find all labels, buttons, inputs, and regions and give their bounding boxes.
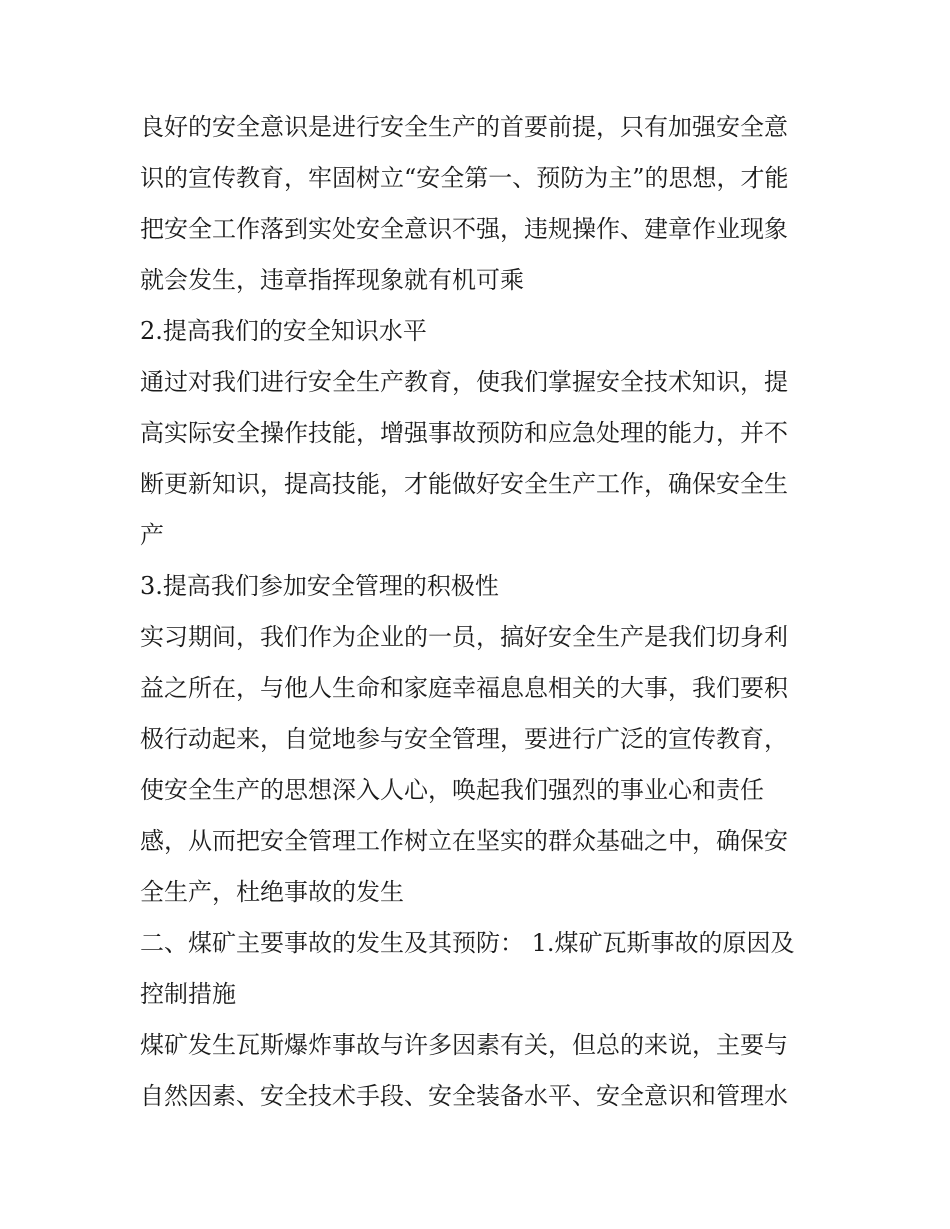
- paragraph-line: 断更新知识，提高技能，才能做好安全生产工作，确保安全生: [140, 470, 788, 498]
- section-heading: 控制措施: [140, 980, 236, 1008]
- section-heading: 3.提高我们参加安全管理的积极性: [140, 572, 499, 600]
- paragraph-line: 就会发生，违章指挥现象就有机可乘: [140, 266, 524, 294]
- paragraph-line: 把安全工作落到实处安全意识不强，违规操作、建章作业现象: [140, 215, 788, 243]
- paragraph-line: 产: [140, 521, 164, 549]
- paragraph-line: 识的宣传教育，牢固树立“安全第一、预防为主”的思想，才能: [140, 164, 789, 192]
- paragraph-line: 极行动起来，自觉地参与安全管理，要进行广泛的宣传教育，: [140, 725, 788, 753]
- paragraph-line: 通过对我们进行安全生产教育，使我们掌握安全技术知识，提: [140, 368, 788, 396]
- paragraph-line: 实习期间，我们作为企业的一员，搞好安全生产是我们切身利: [140, 623, 788, 651]
- paragraph-line: 自然因素、安全技术手段、安全装备水平、安全意识和管理水: [140, 1082, 788, 1110]
- paragraph-line: 使安全生产的思想深入人心，唤起我们强烈的事业心和责任: [140, 776, 764, 804]
- section-heading: 二、煤矿主要事故的发生及其预防： 1.煤矿瓦斯事故的原因及: [140, 929, 795, 957]
- paragraph-line: 高实际安全操作技能，增强事故预防和应急处理的能力，并不: [140, 419, 788, 447]
- paragraph-line: 煤矿发生瓦斯爆炸事故与许多因素有关，但总的来说，主要与: [140, 1031, 788, 1059]
- paragraph-line: 全生产，杜绝事故的发生: [140, 878, 404, 906]
- paragraph-line: 益之所在，与他人生命和家庭幸福息息相关的大事，我们要积: [140, 674, 788, 702]
- document-body: [140, 102, 820, 1122]
- paragraph-line: 感，从而把安全管理工作树立在坚实的群众基础之中，确保安: [140, 827, 788, 855]
- section-heading: 2.提高我们的安全知识水平: [140, 317, 427, 345]
- paragraph-line: 良好的安全意识是进行安全生产的首要前提，只有加强安全意: [140, 113, 788, 141]
